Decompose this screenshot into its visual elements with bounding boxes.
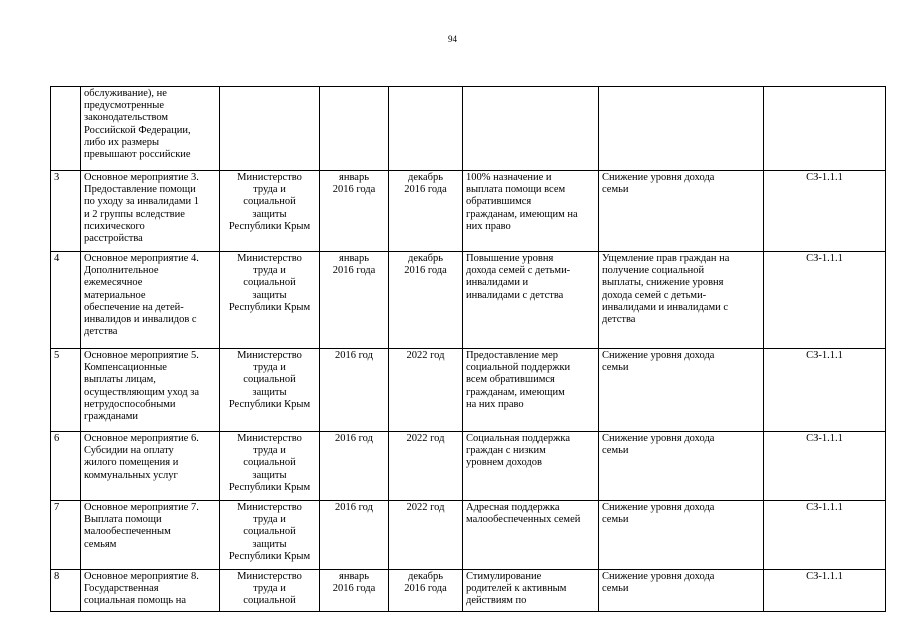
non-implementation-consequence: Снижение уровня дохода семьи [599,171,764,252]
end-date [389,87,463,171]
non-implementation-consequence: Снижение уровня дохода семьи [599,570,764,612]
activity-name: Основное мероприятие 3. Предоставление помощи по уходу за инвалидами 1 и 2 группы вследствие психического расстройства [81,171,220,252]
expected-result: Адресная поддержка малообеспеченных семей [463,501,599,570]
table-row [51,252,886,349]
expected-result [463,87,599,171]
end-date: декабрь 2016 года [389,171,463,252]
responsible-executor: Министерство труда и социальной защиты Республики Крым [220,349,320,432]
indicator-link: СЗ-1.1.1 [764,349,886,432]
row-number: 3 [51,171,81,252]
row-number: 4 [51,252,81,349]
indicator-link: СЗ-1.1.1 [764,432,886,501]
expected-result: Социальная поддержка граждан с низким уровнем доходов [463,432,599,501]
responsible-executor: Министерство труда и социальной защиты Республики Крым [220,252,320,349]
responsible-executor: Министерство труда и социальной защиты Республики Крым [220,501,320,570]
responsible-executor: Министерство труда и социальной защиты Республики Крым [220,171,320,252]
non-implementation-consequence [599,87,764,171]
row-number: 6 [51,432,81,501]
table-row [51,432,886,501]
indicator-link: СЗ-1.1.1 [764,171,886,252]
end-date: 2022 год [389,432,463,501]
expected-result: 100% назначение и выплата помощи всем обратившимся гражданам, имеющим на них право [463,171,599,252]
table-row [51,501,886,570]
indicator-link: СЗ-1.1.1 [764,252,886,349]
expected-result: Повышение уровня дохода семей с детьми- инвалидами и инвалидами с детства [463,252,599,349]
row-number: 8 [51,570,81,612]
row-number: 7 [51,501,81,570]
non-implementation-consequence: Ущемление прав граждан на получение социальной выплаты, снижение уровня дохода семей с детьми- инвалидами и инвалидами с детства [599,252,764,349]
row-number [51,87,81,171]
end-date: декабрь 2016 года [389,570,463,612]
expected-result: Предоставление мер социальной поддержки всем обратившимся гражданам, имеющим на них право [463,349,599,432]
responsible-executor [220,87,320,171]
expected-result: Стимулирование родителей к активным действиям по [463,570,599,612]
start-date: 2016 год [320,501,389,570]
non-implementation-consequence: Снижение уровня дохода семьи [599,501,764,570]
row-number: 5 [51,349,81,432]
activity-name: Основное мероприятие 5. Компенсационные выплаты лицам, осуществляющим уход за нетрудоспособными гражданами [81,349,220,432]
end-date: декабрь 2016 года [389,252,463,349]
start-date: январь 2016 года [320,252,389,349]
start-date: январь 2016 года [320,171,389,252]
start-date: январь 2016 года [320,570,389,612]
non-implementation-consequence: Снижение уровня дохода семьи [599,432,764,501]
activity-name: Основное мероприятие 8. Государственная социальная помощь на [81,570,220,612]
activity-name: Основное мероприятие 7. Выплата помощи малообеспеченным семьям [81,501,220,570]
indicator-link: СЗ-1.1.1 [764,570,886,612]
program-activities-table [50,86,886,612]
table-row [51,171,886,252]
start-date: 2016 год [320,432,389,501]
indicator-link [764,87,886,171]
start-date: 2016 год [320,349,389,432]
responsible-executor: Министерство труда и социальной [220,570,320,612]
start-date [320,87,389,171]
activity-name: обслуживание), не предусмотренные законодательством Российской Федерации, либо их размеры превышают российские [81,87,220,171]
non-implementation-consequence: Снижение уровня дохода семьи [599,349,764,432]
table-row [51,570,886,612]
indicator-link: СЗ-1.1.1 [764,501,886,570]
table-row [51,349,886,432]
end-date: 2022 год [389,349,463,432]
table-row [51,87,886,171]
responsible-executor: Министерство труда и социальной защиты Республики Крым [220,432,320,501]
activity-name: Основное мероприятие 6. Субсидии на оплату жилого помещения и коммунальных услуг [81,432,220,501]
page-number: 94 [448,34,457,44]
activity-name: Основное мероприятие 4. Дополнительное ежемесячное материальное обеспечение на детей- инвалидов и инвалидов с детства [81,252,220,349]
end-date: 2022 год [389,501,463,570]
